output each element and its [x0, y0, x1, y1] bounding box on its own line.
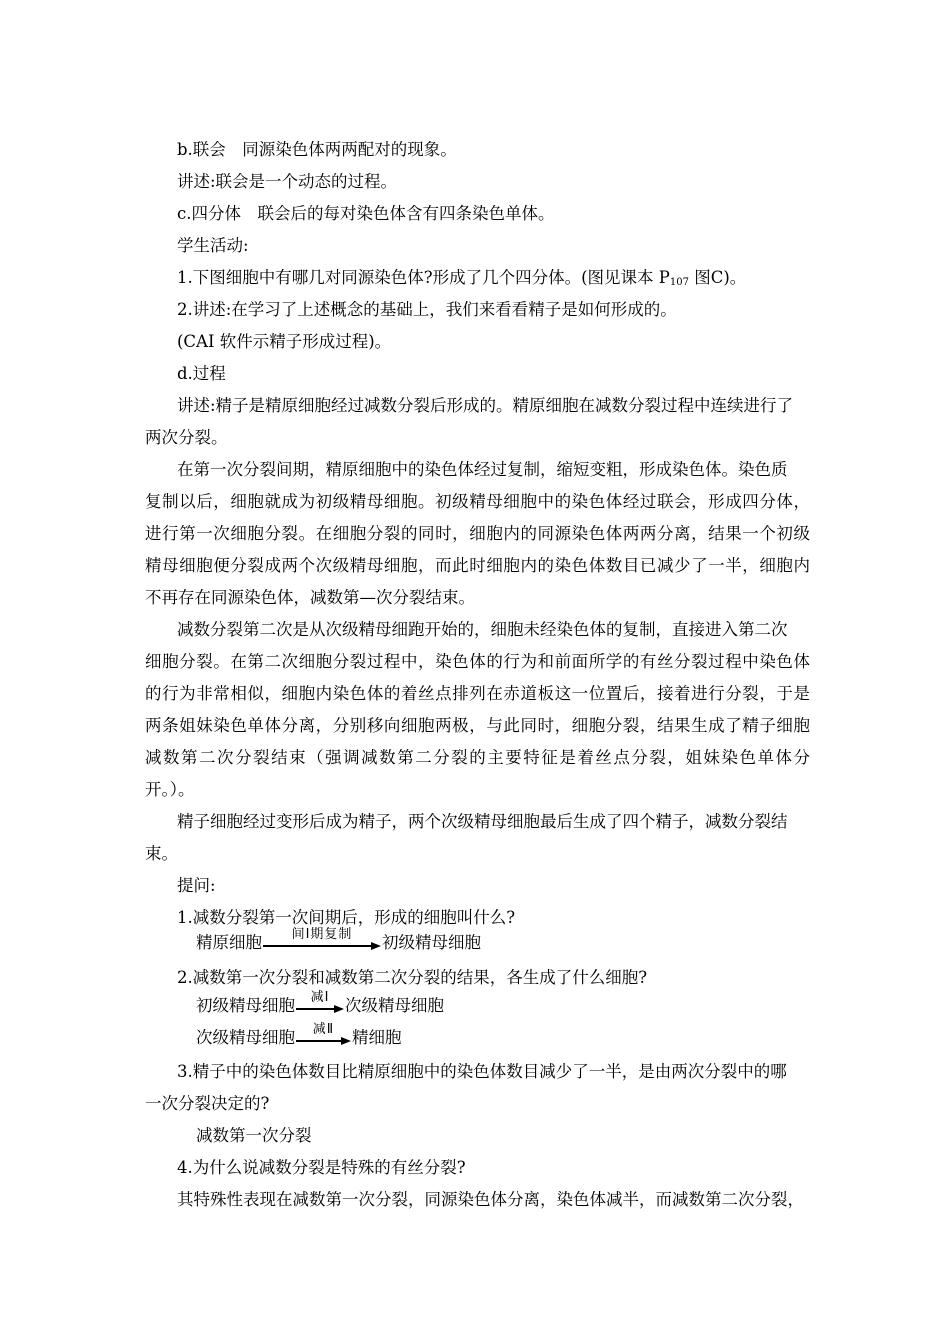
paragraph-lianhui: b.联会 同源染色体两两配对的现象。 — [177, 140, 457, 159]
activity-1-text: 1.下图细胞中有哪几对同源染色体?形成了几个四分体。(图见课本 P — [177, 268, 670, 287]
paragraph-first-division: 在第一次分裂间期，精原细胞中的染色体经过复制，缩短变粗，形成染色体。染色质 — [177, 460, 788, 479]
arrow-1-label: 间Ⅰ期复制 — [291, 927, 353, 942]
arrow-3-from: 次级精母细胞 — [196, 1028, 295, 1047]
arrow-2-label: 减Ⅰ — [310, 990, 330, 1005]
paragraph-narration-2: 讲述:精子是精原细胞经过减数分裂后形成的。精原细胞在减数分裂过程中连续进行了 — [177, 396, 794, 415]
arrow-diagram-1 — [196, 927, 481, 954]
question-3: 3.精子中的染色体数目比精原细胞中的染色体数目减少了一半，是由两次分裂中的哪 — [177, 1062, 787, 1081]
arrow-diagram-2 — [196, 990, 444, 1017]
paragraph-narration-2-cont: 两次分裂。 — [145, 428, 228, 447]
right-arrow-icon — [296, 1005, 344, 1013]
paragraph-first-division-2: 复制以后，细胞就成为初级精母细胞。初级精母细胞中的染色体经过联会，形成四分体， — [145, 492, 810, 511]
question-3-cont: 一次分裂决定的? — [145, 1094, 270, 1113]
arrow-3-to: 精细胞 — [352, 1028, 402, 1047]
page-subscript: 107 — [669, 277, 689, 288]
paragraph-process-heading: d.过程 — [177, 364, 226, 383]
question-4: 4.为什么说减数分裂是特殊的有丝分裂? — [177, 1158, 466, 1177]
paragraph-narration-1: 讲述:联会是一个动态的过程。 — [177, 172, 398, 191]
arrow-3-label: 减Ⅱ — [312, 1022, 335, 1037]
paragraph-sifenti: c.四分体 联会后的每对染色体含有四条染色单体。 — [177, 204, 555, 223]
arrow-diagram-3 — [196, 1022, 402, 1049]
question-1: 1.减数分裂第一次间期后，形成的细胞叫什么? — [177, 908, 516, 927]
paragraph-second-division-2: 细胞分裂。在第二次细胞分裂过程中，染色体的行为和前面所学的有丝分裂过程中染色体 — [145, 652, 810, 671]
arrow-2-from: 初级精母细胞 — [196, 996, 295, 1015]
arrow-2 — [296, 991, 344, 1013]
arrow-2-to: 次级精母细胞 — [345, 996, 444, 1015]
paragraph-cai: (CAI 软件示精子形成过程)。 — [177, 332, 392, 351]
right-arrow-icon — [263, 942, 381, 950]
paragraph-activity-1 — [177, 267, 746, 294]
arrow-1-from: 精原细胞 — [196, 933, 262, 952]
paragraph-first-division-3: 进行第一次细胞分裂。在细胞分裂的同时，细胞内的同源染色体两两分离，结果一个初级 — [145, 524, 810, 543]
paragraph-first-division-4: 精母细胞便分裂成两个次级精母细胞，而此时细胞内的染色体数目已减少了一半，细胞内 — [145, 556, 810, 575]
paragraph-second-division-3: 的行为非常相似，细胞内染色体的着丝点排列在赤道板这一位置后，接着进行分裂，于是 — [145, 684, 810, 703]
paragraph-sperm: 精子细胞经过变形后成为精子，两个次级精母细胞最后生成了四个精子，减数分裂结 — [177, 812, 788, 831]
paragraph-second-division-6: 开。）。 — [145, 780, 195, 799]
paragraph-questions-heading: 提问: — [177, 876, 216, 895]
paragraph-second-division: 减数分裂第二次是从次级精母细跑开始的，细胞未经染色体的复制，直接进入第二次 — [177, 620, 788, 639]
answer-3: 减数第一次分裂 — [196, 1126, 312, 1145]
paragraph-second-division-4: 两条姐妹染色单体分离，分别移向细胞两极，与此同时，细胞分裂，结果生成了精子细胞 — [145, 716, 810, 735]
paragraph-sperm-cont: 束。 — [145, 844, 178, 863]
right-arrow-icon — [296, 1037, 351, 1045]
paragraph-student-activity: 学生活动: — [177, 236, 249, 255]
answer-4: 其特殊性表现在减数第一次分裂，同源染色体分离，染色体减半，而减数第二次分裂， — [177, 1190, 804, 1209]
paragraph-first-division-5: 不再存在同源染色体，减数第—次分裂结束。 — [145, 588, 475, 607]
paragraph-activity-2: 2.讲述:在学习了上述概念的基础上，我们来看看精子是如何形成的。 — [177, 300, 677, 319]
arrow-1 — [263, 928, 381, 950]
activity-1-tail: 图C)。 — [688, 268, 747, 287]
paragraph-second-division-5: 减数第二次分裂结束（强调减数第二分裂的主要特征是着丝点分裂，姐妹染色单体分 — [145, 748, 810, 767]
arrow-1-to: 初级精母细胞 — [382, 933, 481, 952]
question-2: 2.减数第一次分裂和减数第二次分裂的结果，各生成了什么细胞? — [177, 968, 648, 987]
arrow-3 — [296, 1023, 351, 1045]
